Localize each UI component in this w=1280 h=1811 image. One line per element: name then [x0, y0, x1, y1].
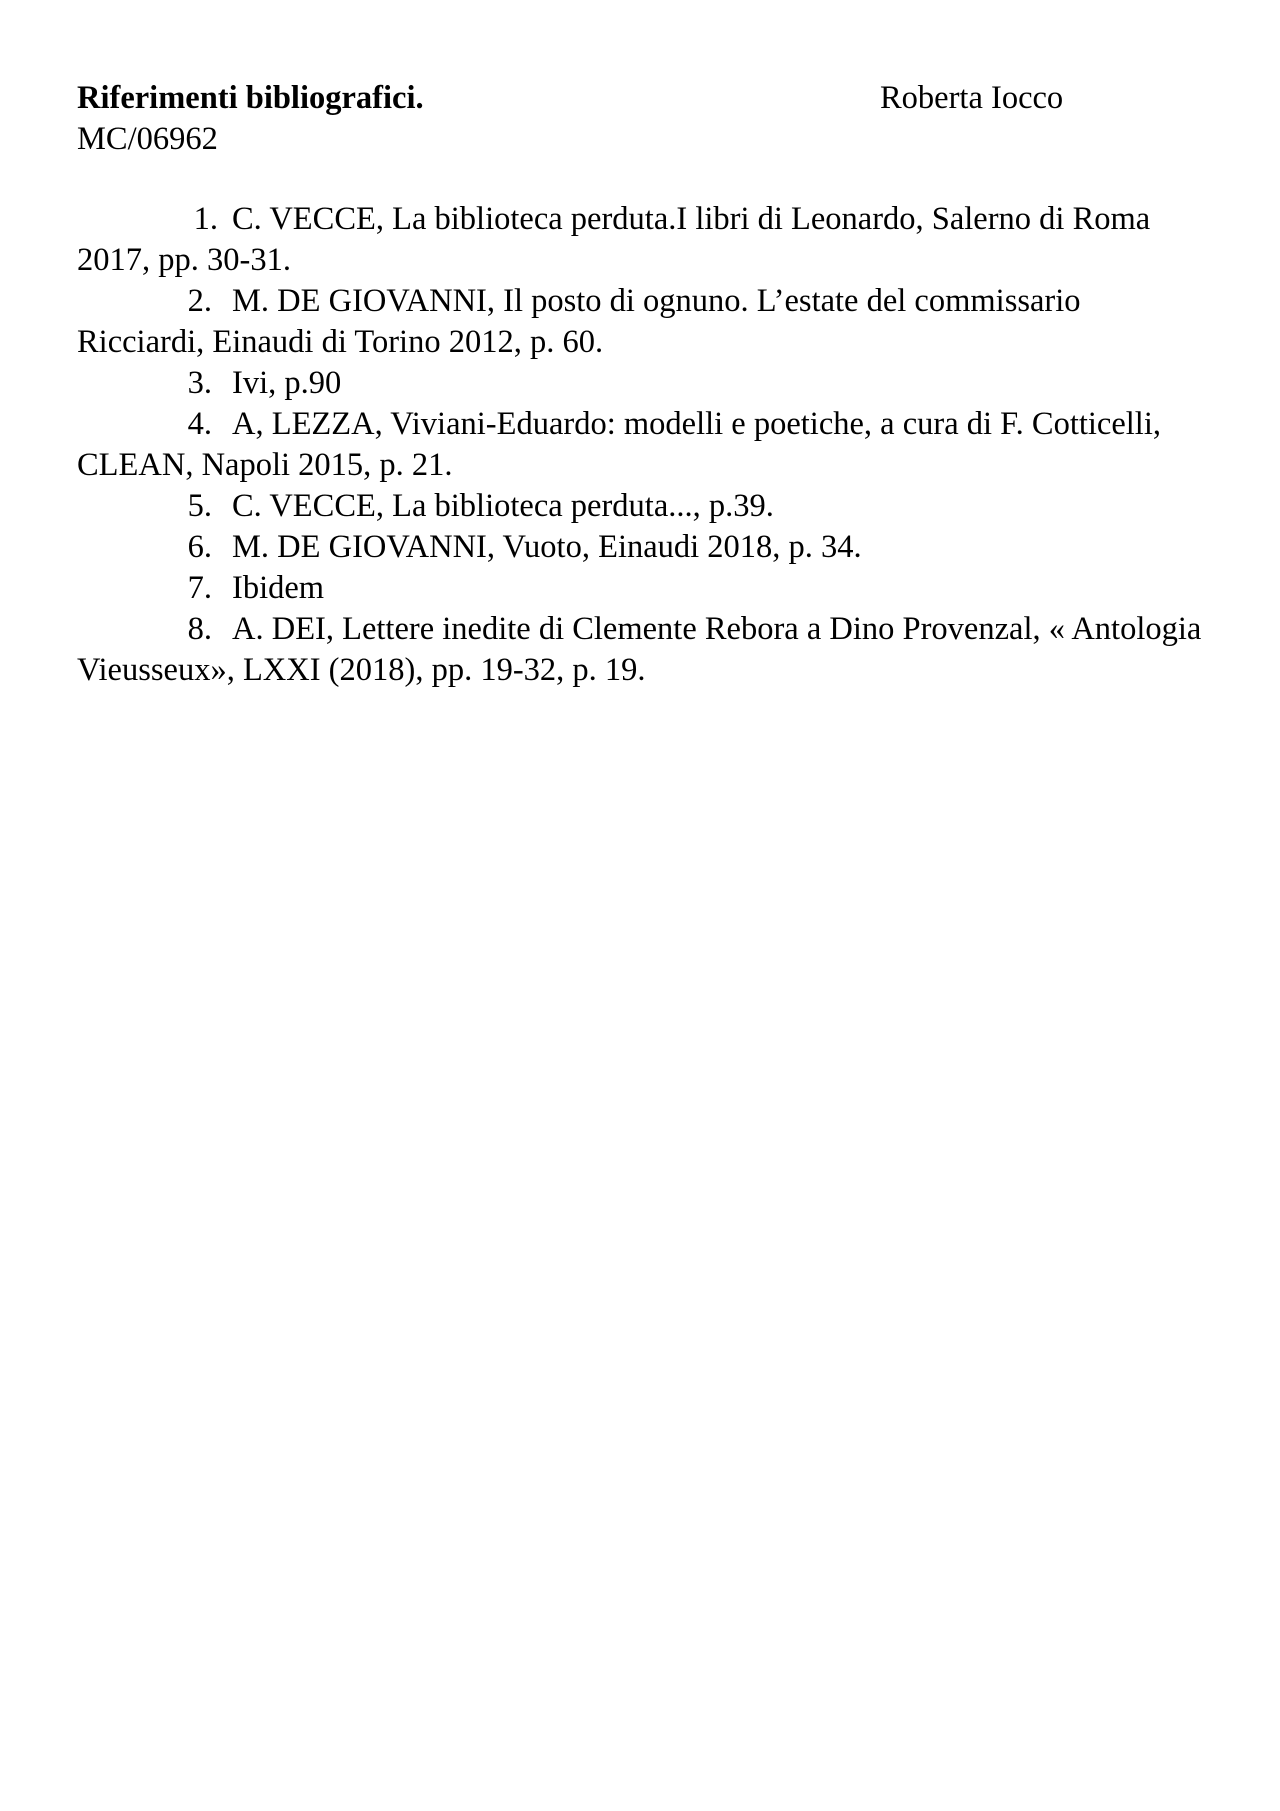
reference-text: A. DEI, Lettere inedite di Clemente Rebora a Dino Provenzal, « Antologia Vieusseux», LXXI (2018), pp. 19-32, p. 19. [77, 611, 1202, 688]
reference-text: M. DE GIOVANNI, Vuoto, Einaudi 2018, p. 34. [232, 529, 862, 565]
reference-text: C. VECCE, La biblioteca perduta..., p.39. [232, 488, 774, 524]
reference-text: Ivi, p.90 [232, 365, 342, 401]
reference-number: 4. [187, 406, 212, 442]
reference-number: 1. [193, 201, 218, 237]
document-page [77, 78, 1207, 691]
reference-item [77, 568, 1207, 609]
document-header [77, 78, 1207, 119]
reference-number: 8. [187, 611, 212, 647]
reference-item [77, 527, 1207, 568]
reference-text: A, LEZZA, Viviani-Eduardo: modelli e poetiche, a cura di F. Cotticelli, CLEAN, Napoli 2015, p. 21. [77, 406, 1161, 483]
reference-number: 5. [187, 488, 212, 524]
reference-text: M. DE GIOVANNI, Il posto di ognuno. L’estate del commissario Ricciardi, Einaudi di Torino 2012, p. 60. [77, 283, 1081, 360]
reference-item [77, 199, 1207, 281]
reference-number: 2. [187, 283, 212, 319]
reference-number: 3. [187, 365, 212, 401]
reference-item [77, 486, 1207, 527]
document-title: Riferimenti bibliografici. [77, 80, 424, 116]
reference-text: Ibidem [232, 570, 325, 606]
reference-number: 7. [187, 570, 212, 606]
reference-list [77, 199, 1207, 691]
reference-item [77, 609, 1207, 691]
reference-number: 6. [187, 529, 212, 565]
reference-item [77, 363, 1207, 404]
reference-item [77, 404, 1207, 486]
student-code: MC/06962 [77, 121, 218, 157]
reference-text: C. VECCE, La biblioteca perduta.I libri di Leonardo, Salerno di Roma 2017, pp. 30-31. [77, 201, 1151, 278]
author-name: Roberta Iocco [880, 80, 1064, 116]
reference-item [77, 281, 1207, 363]
